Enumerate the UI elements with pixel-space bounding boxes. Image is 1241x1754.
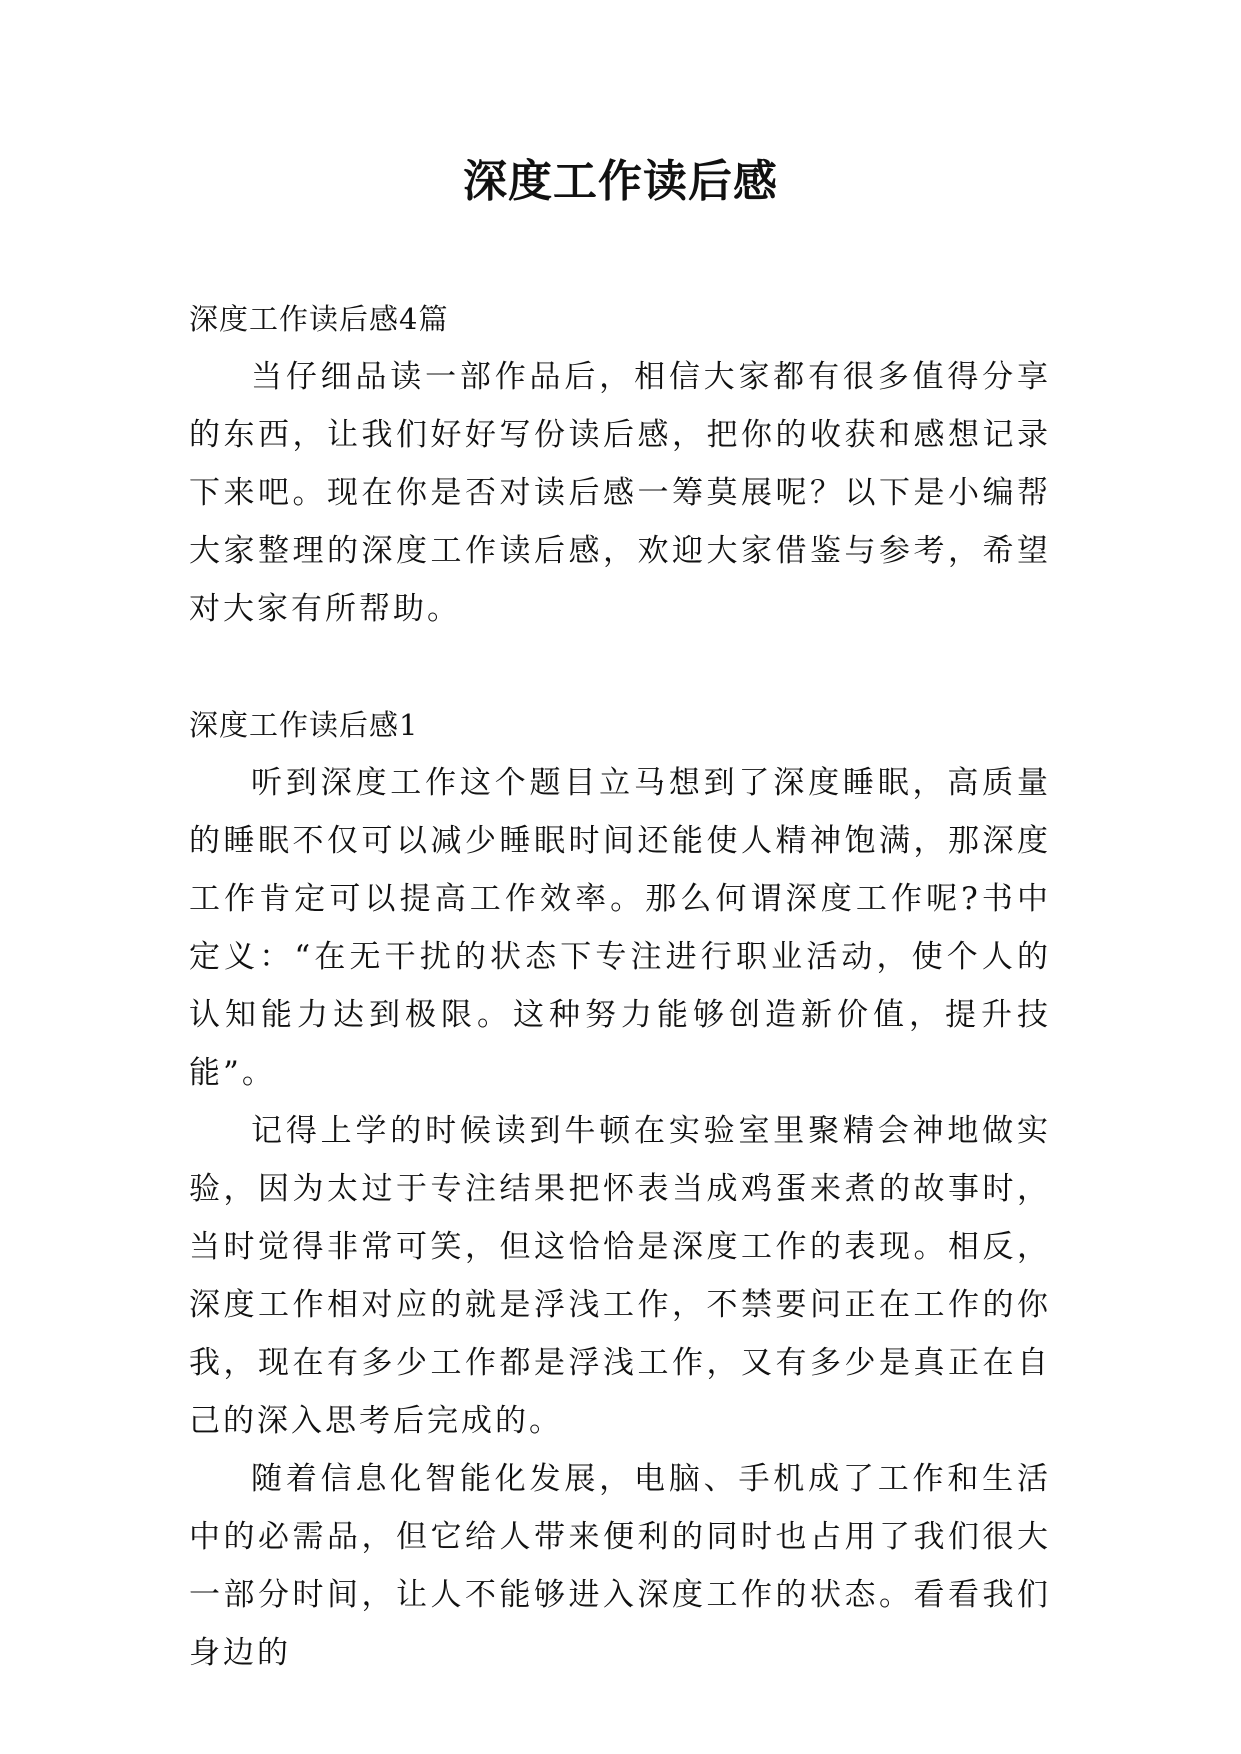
document-title: 深度工作读后感	[463, 156, 778, 207]
section-spacer	[189, 638, 1051, 696]
intro-heading: 深度工作读后感4篇	[189, 302, 449, 336]
section1-heading: 深度工作读后感1	[189, 708, 419, 742]
section1-paragraph-3: 随着信息化智能化发展，电脑、手机成了工作和生活中的必需品，但它给人带来便利的同时也占用了我们很大一部分时间，让人不能够进入深度工作的状态。看看我们身边的	[189, 1461, 1051, 1671]
section1-paragraph-1: 听到深度工作这个题目立马想到了深度睡眠，高质量的睡眠不仅可以减少睡眠时间还能使人精神饱满，那深度工作肯定可以提高工作效率。那么何谓深度工作呢?书中定义：“在无干扰的状态下专注进行职业活动，使个人的认知能力达到极限。这种努力能够创造新价值，提升技能”。	[189, 765, 1051, 1091]
section1-paragraph-2: 记得上学的时候读到牛顿在实验室里聚精会神地做实验，因为太过于专注结果把怀表当成鸡蛋来煮的故事时，当时觉得非常可笑，但这恰恰是深度工作的表现。相反，深度工作相对应的就是浮浅工作，不禁要问正在工作的你我，现在有多少工作都是浮浅工作，又有多少是真正在自己的深入思考后完成的。	[189, 1113, 1051, 1439]
intro-paragraph: 当仔细品读一部作品后，相信大家都有很多值得分享的东西，让我们好好写份读后感，把你的收获和感想记录下来吧。现在你是否对读后感一筹莫展呢？以下是小编帮大家整理的深度工作读后感，欢迎大家借鉴与参考，希望对大家有所帮助。	[189, 359, 1051, 627]
document-body	[189, 290, 1051, 1682]
